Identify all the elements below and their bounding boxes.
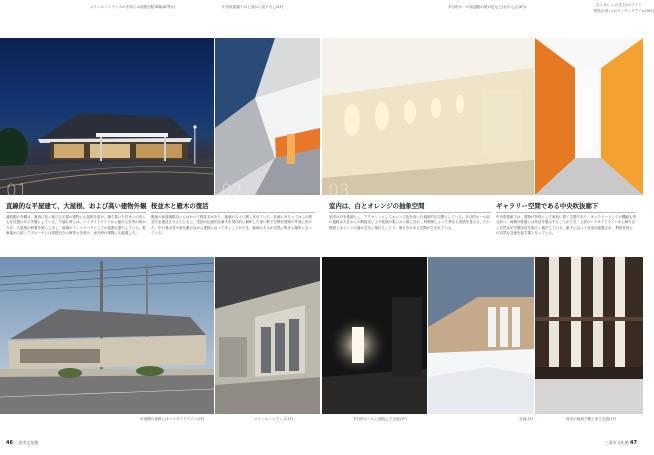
page-number-left: 46	[6, 440, 13, 446]
section-number-03: 03	[328, 181, 350, 201]
caption-top-4a: 白とオレンジ(左右)ホワイト	[596, 3, 642, 7]
street-exterior-svg	[0, 257, 214, 414]
photo-white-hall	[322, 38, 534, 201]
caption-bottom-5: 庭木の植栽子観と並る光庭(1F)	[566, 417, 617, 421]
section-1-body: 道路側の外観は、東西に長く伸びる平屋の建物に大屋根を架け、落ち着いた佇まいの中にも存在感のある外観としている。夕暮れ時には、ハイサイドライトから漏れる室内の明かりが、大屋根の軒裏を照らし出し、地域のランドマークとしての役割も果たしている。駐車場から続くアプローチには屋根付きの車寄せを設け、雨天時の乗降にも配慮した。	[6, 215, 146, 236]
photo-gallery-corridor	[535, 38, 643, 195]
caption-bottom-1: 市道側の道路にはハイサイドライト(2F)	[140, 417, 205, 421]
photo-louvers	[535, 257, 643, 414]
caption-bottom-4: 光庭(1F)	[519, 417, 534, 421]
section-3-body: 室内は白を基調とし、アクセントとしてオレンジ色を用いた抽象的な空間としている。多目的ホール前の通路は天井からの間接光により壁面が柔らかく照らされ、時間帯によって異なる表情を見せる。白い壁面とオレンジの面が交互に現れることで、奥行きのある空間が生まれている。	[329, 215, 491, 230]
section-number-01: 01	[6, 181, 28, 201]
section-4-heading: ギャラリー空間である中央吹抜廊下	[496, 202, 599, 210]
footer-left-title: 三条市文化館	[14, 440, 39, 445]
photo-lightcourt-snow	[428, 257, 534, 414]
caption-bottom-3: 多目的ホールに連続した光庭(1F)	[353, 417, 407, 421]
caption-bottom-2: メインエントランス(1F)	[254, 417, 294, 421]
white-hall-svg	[322, 38, 534, 195]
section-1-rule	[6, 212, 146, 213]
gallery-corridor-svg	[535, 38, 643, 195]
photo-orange-corridor	[215, 38, 320, 201]
dark-lightcourt-svg	[322, 257, 427, 414]
footer-left	[6, 440, 38, 446]
section-4-body: 中央吹抜廊下は、建物の背骨として東西に貫く空間であり、ギャラリーとしての機能も併せ持つ。両側の壁面には作品を展示することができ、上部のハイサイドライトから降り注ぐ自然光が空間全体を明るく満たしている。廊下に沿って各室が配置され、利用者同士の自然な交流を促す場となっている。	[496, 215, 636, 236]
photo-night-exterior	[0, 38, 214, 201]
orange-corridor-svg	[215, 38, 320, 195]
section-1-heading: 直線的な平屋建て、大屋根、および高い建物外観	[6, 202, 147, 210]
footer-right-title: 三条市文化館	[604, 440, 629, 445]
photo-street-exterior	[0, 257, 214, 414]
section-number-02: 02	[221, 181, 243, 201]
caption-top-1: メインエントランスの手前には屋根付駐車場(車寄せ)	[90, 5, 176, 9]
caption-top-3: 多目的ホール前通路の壁の色など(変わる会(3F))	[448, 5, 527, 9]
page-number-right: 47	[630, 440, 637, 446]
main-entrance-svg	[215, 257, 320, 414]
lightcourt-snow-svg	[428, 257, 534, 414]
section-3-rule	[329, 212, 491, 213]
caption-top-2: 中央吹抜廊下の上部から見下ろし(4F)	[222, 5, 284, 9]
caption-top-4b: 野性の食いは(ランチングアイル(3F))	[594, 9, 654, 13]
louvers-svg	[535, 257, 643, 414]
section-2-heading: 桜並木と雁木の復活	[151, 202, 209, 210]
section-3-heading: 室内は、白とオレンジの抽象空間	[329, 202, 425, 210]
footer-right	[605, 440, 637, 446]
night-exterior-svg	[0, 38, 214, 195]
photo-dark-lightcourt	[322, 257, 427, 414]
section-4-rule	[496, 212, 636, 213]
section-2-body: 敷地の前面道路沿いにはかつて桜並木があり、地域の人々に親しまれていた。計画にあたってはこの桜並木を復活させるとともに、雪国の伝統的な雁木を現代的に解釈した深い軒下空間を建物の外周に設けた。歩行者は雪や雨を避けながら建物に沿って歩くことができ、地域の人々が自然に集まる場所となっている。	[151, 215, 312, 236]
photo-main-entrance	[215, 257, 320, 414]
section-2-rule	[151, 212, 315, 213]
